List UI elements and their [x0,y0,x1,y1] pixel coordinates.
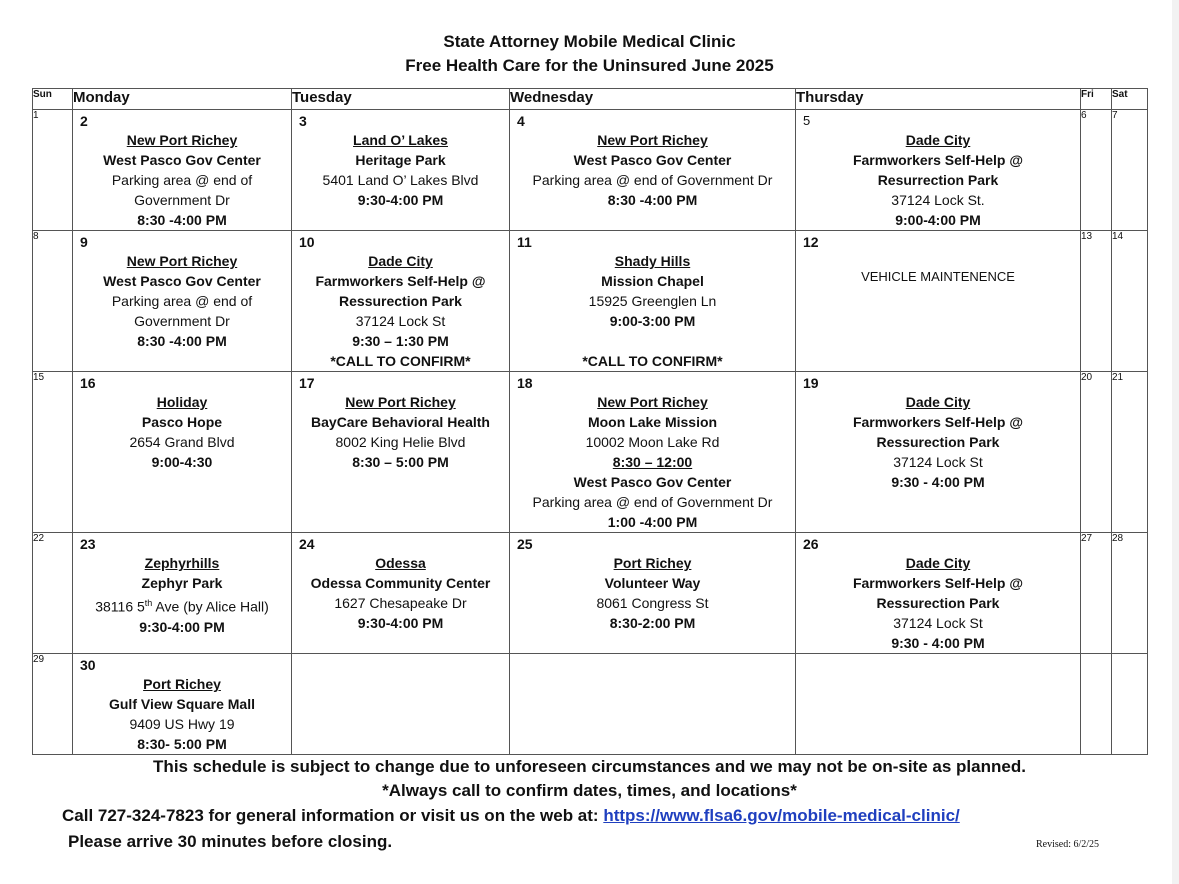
day-cell [510,372,796,533]
day-cell [292,372,510,533]
friday-date [1081,654,1112,755]
clinic-location: New Port Richey [597,394,708,410]
clinic-details [510,654,795,674]
clinic-details [796,533,1080,653]
clinic-detail-line: 9:00-3:00 PM [609,313,696,329]
day-cell [510,110,796,231]
clinic-details [796,110,1080,230]
day-number: 12 [803,234,819,250]
clinic-detail-line: West Pasco Gov Center [103,152,261,168]
day-number: 2 [80,113,88,129]
day-cell [796,533,1081,654]
clinic-location: Port Richey [613,555,692,571]
clinic-location: Odessa [375,555,426,571]
day-cell [510,231,796,372]
day-cell [796,372,1081,533]
clinic-detail-line: 9:30 - 4:00 PM [891,474,985,490]
col-header-fri: Fri [1081,89,1112,110]
clinic-details [510,110,795,210]
day-cell [292,110,510,231]
day-cell [796,231,1081,372]
day-cell [73,372,292,533]
day-number: 18 [517,375,533,391]
clinic-detail-line: Government Dr [134,192,230,208]
disclaimer-text: This schedule is subject to change due to unforeseen circumstances and we may not be on-site as planned. [153,757,1026,776]
clinic-location: New Port Richey [126,253,238,269]
day-cell [510,533,796,654]
clinic-detail-line: West Pasco Gov Center [573,474,732,490]
clinic-detail-line: Government Dr [134,313,230,329]
day-cell [510,654,796,755]
day-number: 30 [80,657,96,673]
clinic-detail-line: 9:30 - 4:00 PM [891,635,985,651]
clinic-detail-line: 8061 Congress St [596,595,709,611]
day-number: 5 [803,113,811,128]
clinic-detail-line: Zephyr Park [141,575,223,591]
clinic-detail-line: 8002 King Helie Blvd [335,434,466,450]
clinic-location: Holiday [156,394,208,410]
clinic-location: Dade City [368,253,433,269]
clinic-detail-line: 1:00 -4:00 PM [607,514,698,530]
day-number: 23 [80,536,96,552]
day-cell [292,231,510,372]
contact-line [62,804,960,828]
clinic-detail-line: 10002 Moon Lake Rd [585,434,720,450]
saturday-date: 21 [1112,372,1148,533]
sunday-date: 1 [33,110,73,231]
clinic-location: Dade City [905,555,971,571]
clinic-details [292,110,509,210]
contact-text: Call 727-324-7823 for general information or visit us on the web at: [62,806,604,825]
clinic-details [796,654,1080,674]
calendar-week-row [33,110,1148,231]
day-cell [796,654,1081,755]
clinic-location: New Port Richey [126,132,238,148]
clinic-detail-line: Odessa Community Center [310,575,491,591]
clinic-detail-line: 5401 Land O’ Lakes Blvd [322,172,479,188]
day-number: 11 [517,234,532,250]
clinic-detail-line: 1627 Chesapeake Dr [334,595,467,611]
clinic-detail-line: Parking area @ end of [111,172,253,188]
clinic-detail-line: 15925 Greenglen Ln [588,293,717,309]
saturday-date: 7 [1112,110,1148,231]
clinic-details [796,231,1080,287]
clinic-detail-line [510,331,795,351]
sunday-date: 8 [33,231,73,372]
clinic-detail-line: Farmworkers Self-Help @ [852,152,1024,168]
day-cell [73,533,292,654]
calendar-week-row [33,533,1148,654]
clinic-details [73,110,291,230]
clinic-location: New Port Richey [597,132,708,148]
day-number: 19 [803,375,819,391]
clinic-detail-line: Parking area @ end of Government Dr [532,494,773,510]
day-cell [796,110,1081,231]
clinic-detail-line: 37124 Lock St [893,615,983,631]
revised-date: Revised: 6/2/25 [1036,839,1100,850]
clinic-detail-line: Farmworkers Self-Help @ [315,273,486,289]
clinic-detail-line: 2654 Grand Blvd [129,434,235,450]
clinic-location: Dade City [905,132,971,148]
col-header-sun: Sun [33,89,73,110]
clinic-details [510,372,795,532]
confirm-note: *Always call to confirm dates, times, and locations* [382,781,797,800]
website-link[interactable]: https://www.flsa6.gov/mobile-medical-clinic/ [603,806,960,825]
friday-date: 13 [1081,231,1112,372]
clinic-location: New Port Richey [345,394,456,410]
page-title: State Attorney Mobile Medical Clinic [443,32,736,51]
friday-date: 27 [1081,533,1112,654]
col-header-sat: Sat [1112,89,1148,110]
clinic-location: Port Richey [143,676,221,692]
clinic-detail-line: Ressurection Park [339,293,462,309]
day-number: 26 [803,536,819,552]
clinic-location: Dade City [905,394,971,410]
sunday-date: 29 [33,654,73,755]
clinic-detail-line: Mission Chapel [601,273,704,289]
clinic-location: Land O’ Lakes [353,132,448,148]
clinic-detail-line: BayCare Behavioral Health [311,414,490,430]
clinic-detail-line: 8:30 -4:00 PM [137,333,227,349]
clinic-detail-line: 9:30-4:00 PM [139,618,225,635]
col-header-tuesday: Tuesday [292,89,510,110]
saturday-date [1112,654,1148,755]
clinic-detail-line: Gulf View Square Mall [108,696,255,712]
clinic-detail-line: 37124 Lock St [893,454,983,470]
clinic-details [73,231,291,351]
clinic-detail-line: West Pasco Gov Center [103,273,261,289]
clinic-detail-line: 9:30-4:00 PM [357,192,444,208]
clinic-details [292,533,509,633]
friday-date: 20 [1081,372,1112,533]
clinic-details [73,372,291,472]
day-cell [73,654,292,755]
clinic-detail-line: 8:30-2:00 PM [609,615,696,631]
calendar-week-row [33,372,1148,533]
clinic-details [292,372,509,472]
clinic-detail-line: 8:30 – 5:00 PM [352,454,449,470]
clinic-details [73,533,291,637]
sunday-date: 22 [33,533,73,654]
sunday-date: 15 [33,372,73,533]
clinic-details [510,533,795,633]
day-number: 24 [299,536,315,552]
day-number: 25 [517,536,533,552]
arrival-note: Please arrive 30 minutes before closing. [68,832,393,851]
clinic-detail-line: Farmworkers Self-Help @ [852,575,1024,591]
day-number: 17 [299,375,315,391]
clinic-detail-line: West Pasco Gov Center [573,152,732,168]
saturday-date: 28 [1112,533,1148,654]
clinic-detail-line: 9:30-4:00 PM [357,615,444,631]
day-cell [73,231,292,372]
clinic-detail-line: 9:00-4:30 [151,454,213,470]
clinic-details [73,654,291,754]
clinic-detail-line: 37124 Lock St. [891,192,985,208]
clinic-detail-line: Ressurection Park [876,595,1000,611]
clinic-detail-line: Farmworkers Self-Help @ [852,414,1024,430]
calendar-header-row [33,89,1148,110]
clinic-location: Zephyrhills [144,555,220,571]
clinic-detail-line: Volunteer Way [604,575,701,591]
clinic-detail-line: 38116 5th Ave (by Alice Hall) [95,598,269,615]
col-header-wednesday: Wednesday [510,89,796,110]
day-cell [292,533,510,654]
clinic-detail-line: 8:30 -4:00 PM [137,212,227,228]
clinic-detail-line: 8:30 – 12:00 [612,454,693,470]
clinic-detail-line: Ressurection Park [876,434,1000,450]
day-number: 9 [80,234,88,250]
clinic-detail-line: Resurrection Park [877,172,999,188]
calendar-week-row [33,231,1148,372]
clinic-detail-line: 9:30 – 1:30 PM [352,333,449,349]
day-cell [292,654,510,755]
friday-date: 6 [1081,110,1112,231]
clinic-detail-line: 37124 Lock St [355,313,446,329]
day-number: 10 [299,234,315,250]
maintenance-note: VEHICLE MAINTENENCE [861,269,1015,284]
clinic-details [292,654,509,674]
clinic-details [796,372,1080,492]
col-header-monday: Monday [73,89,292,110]
clinic-detail-line: 8:30 -4:00 PM [607,192,698,208]
clinic-detail-line: Heritage Park [355,152,446,168]
clinic-detail-line: Moon Lake Mission [587,414,718,430]
page-subtitle: Free Health Care for the Uninsured June 2025 [405,56,774,75]
clinic-detail-line: *CALL TO CONFIRM* [582,353,723,369]
clinic-detail-line: 8:30- 5:00 PM [137,736,227,752]
day-cell [73,110,292,231]
clinic-detail-line: 9:00-4:00 PM [895,212,981,228]
clinic-location: Shady Hills [614,253,691,269]
day-number: 16 [80,375,96,391]
clinic-detail-line: 9409 US Hwy 19 [129,716,235,732]
clinic-detail-line: Pasco Hope [141,414,223,430]
clinic-detail-line: Parking area @ end of [111,293,253,309]
col-header-thursday: Thursday [796,89,1081,110]
clinic-detail-line: *CALL TO CONFIRM* [330,353,471,369]
clinic-details [292,231,509,371]
clinic-details [510,231,795,371]
calendar-week-row [33,654,1148,755]
day-number: 4 [517,113,525,129]
day-number: 3 [299,113,307,129]
clinic-detail-line: Parking area @ end of Government Dr [532,172,773,188]
saturday-date: 14 [1112,231,1148,372]
calendar-table [32,88,1148,755]
